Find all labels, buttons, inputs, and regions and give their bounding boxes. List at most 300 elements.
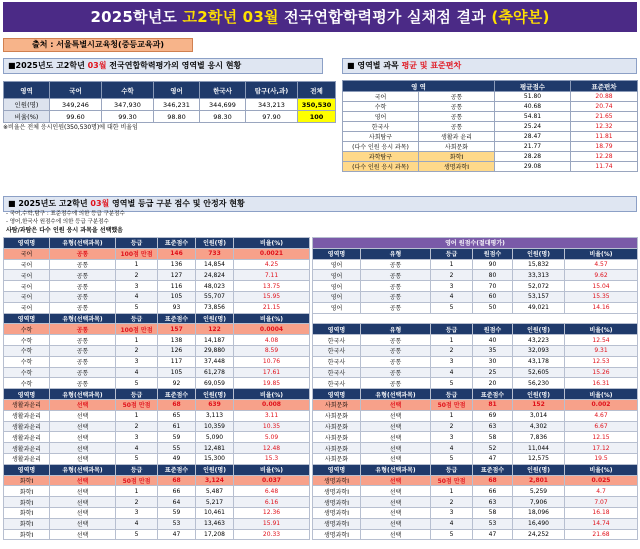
table-cell: 공통: [50, 259, 116, 270]
table-cell: 선택: [361, 421, 431, 432]
table-cell: 공통: [50, 291, 116, 302]
table-cell: 0.037: [234, 475, 310, 486]
table-cell: 25.24: [495, 122, 571, 132]
table-cell: 138: [158, 335, 196, 346]
table-cell: 81: [473, 399, 513, 410]
table-cell: 국어: [4, 270, 50, 281]
table-row: [4, 99, 336, 111]
table-cell: 55,707: [196, 291, 234, 302]
table-row: [343, 112, 638, 122]
table-cell: 1: [116, 410, 158, 421]
table-cell: 19.85: [234, 378, 310, 389]
table-cell: 68: [158, 475, 196, 486]
table-cell: 157: [158, 324, 196, 335]
header-cell: 비율(%): [234, 238, 310, 249]
table-cell: 59: [158, 432, 196, 443]
table-cell: 선택: [361, 410, 431, 421]
table-row: [313, 367, 638, 378]
table-cell: 선택: [50, 410, 116, 421]
table-cell: 52,605: [513, 367, 565, 378]
table-cell: 2: [116, 497, 158, 508]
section2-emph: 평균 및 표준편차: [401, 61, 462, 70]
table-cell: 29.08: [495, 162, 571, 172]
table-row: [4, 367, 310, 378]
header-cell: 탐구(사,과): [246, 82, 298, 99]
table-cell: 화학I: [4, 486, 50, 497]
table-row: [4, 443, 310, 454]
table-cell: 0.025: [565, 475, 638, 486]
table-cell: 공통: [361, 378, 431, 389]
header-cell: 원점수: [473, 324, 513, 335]
table-cell: 58: [473, 432, 513, 443]
table-cell: 한국사: [313, 356, 361, 367]
table-cell: 20.33: [234, 529, 310, 540]
table-cell: 선택: [50, 486, 116, 497]
table-row: [4, 497, 310, 508]
table-cell: 64: [158, 497, 196, 508]
table-cell: 선택: [361, 529, 431, 540]
header-cell: 유형(선택과목): [361, 389, 431, 400]
header-cell: 등급: [116, 389, 158, 400]
table-cell: 2: [116, 345, 158, 356]
table-cell: 1: [431, 259, 473, 270]
table-cell: 한국사: [313, 345, 361, 356]
header-cell: 비율(%): [234, 464, 310, 475]
table-cell: 3,124: [196, 475, 234, 486]
table-cell: 93: [158, 302, 196, 313]
table-cell: 한국사: [313, 378, 361, 389]
table-cell: 12,575: [513, 453, 565, 464]
table-cell: 28.28: [495, 152, 571, 162]
table-cell: 43,223: [513, 335, 565, 346]
table-cell: 0.008: [234, 399, 310, 410]
table-cell: 공통: [361, 302, 431, 313]
caption-row: [313, 238, 638, 249]
table-cell: 공통: [361, 356, 431, 367]
table-cell: 선택: [50, 421, 116, 432]
table-cell: 14,187: [196, 335, 234, 346]
table-cell: 생명과학I: [313, 486, 361, 497]
table-row: [313, 345, 638, 356]
header-cell: 영역명: [4, 389, 50, 400]
table-cell: 화학I: [4, 475, 50, 486]
table-row: [4, 507, 310, 518]
table-cell: 생명과학I: [313, 518, 361, 529]
table-cell: 15.95: [234, 291, 310, 302]
table-cell: 2,801: [513, 475, 565, 486]
header-cell: 표준점수: [158, 389, 196, 400]
header-cell: 등급: [116, 313, 158, 324]
table-cell: 사회탐구: [343, 132, 419, 142]
table-cell: (다수 인원 응시 과목): [343, 162, 419, 172]
table-cell: 4: [116, 443, 158, 454]
section1-month: 03월: [87, 61, 107, 70]
header-cell: 비율(%): [234, 313, 310, 324]
table-cell: 영어: [313, 259, 361, 270]
table-cell: 화학I: [419, 152, 495, 162]
table-cell: 100점 만점: [116, 324, 158, 335]
table-cell: 2: [116, 270, 158, 281]
table-row: [313, 518, 638, 529]
header-cell: 표준점수: [158, 313, 196, 324]
table-cell: 116: [158, 281, 196, 292]
table-cell: 선택: [361, 432, 431, 443]
table-cell: 21.65: [571, 112, 638, 122]
table-cell: 수학: [343, 102, 419, 112]
page-title: [3, 2, 637, 32]
table-cell: 14.16: [565, 302, 638, 313]
table-caption: 한국사 원점수(절대평가): [313, 313, 638, 324]
grade-notes: [6, 211, 125, 235]
table-cell: 117: [158, 356, 196, 367]
table-row: [313, 270, 638, 281]
table-cell: 공통: [361, 345, 431, 356]
table-cell: 영어: [313, 281, 361, 292]
table-cell: 국어: [4, 259, 50, 270]
table-cell: 공통: [419, 92, 495, 102]
section3-prefix: ■ 2025년도 고2학년: [8, 199, 91, 208]
table-cell: 20.74: [571, 102, 638, 112]
table-cell: 생명과학I: [313, 529, 361, 540]
table-cell: 공통: [50, 335, 116, 346]
table-cell: 화학I: [4, 497, 50, 508]
title-middle: 전국연합학력평가 실채점 결과: [278, 8, 492, 26]
table-cell: 47: [473, 453, 513, 464]
table-cell: 17,208: [196, 529, 234, 540]
table-cell: (다수 인원 응시 과목): [343, 142, 419, 152]
table-cell: 선택: [361, 453, 431, 464]
table-cell: 선택: [50, 443, 116, 454]
table-row: [343, 152, 638, 162]
table-cell: 29,880: [196, 345, 234, 356]
table-cell: 공통: [361, 270, 431, 281]
header-cell: 인원(명): [196, 389, 234, 400]
table-cell: 73,856: [196, 302, 234, 313]
header-cell: 인원(명): [513, 324, 565, 335]
participation-note: ※비율은 전체 응시인원(350,530명)에 대한 비율임: [3, 124, 138, 131]
table-cell: 생활과 윤리: [419, 132, 495, 142]
table-cell: 24,824: [196, 270, 234, 281]
table-cell: 4,302: [513, 421, 565, 432]
table-cell: 생명과학I: [419, 162, 495, 172]
table-row: [313, 475, 638, 486]
table-cell: 공통: [361, 335, 431, 346]
table-cell: 생명과학I: [313, 475, 361, 486]
table-cell: 4: [431, 367, 473, 378]
header-cell: 등급: [431, 389, 473, 400]
table-cell: 100: [298, 111, 336, 123]
table-cell: 0.0021: [234, 248, 310, 259]
table-cell: 15.04: [565, 281, 638, 292]
table-cell: 사회문화: [313, 399, 361, 410]
table-cell: 99.30: [102, 111, 154, 123]
header-cell: 영역명: [313, 324, 361, 335]
table-cell: 생활과윤리: [4, 410, 50, 421]
header-row: [4, 313, 310, 324]
header-cell: 영역명: [4, 238, 50, 249]
table-cell: 3: [431, 356, 473, 367]
table-cell: 사회문화: [313, 421, 361, 432]
table-cell: 생활과윤리: [4, 443, 50, 454]
table-row: [343, 122, 638, 132]
table-cell: 53: [158, 518, 196, 529]
table-cell: 사회문화: [313, 443, 361, 454]
table-cell: 61,278: [196, 367, 234, 378]
table-row: [4, 378, 310, 389]
table-cell: 5,217: [196, 497, 234, 508]
table-cell: 0.0004: [234, 324, 310, 335]
table-cell: 선택: [50, 399, 116, 410]
table-row: [4, 410, 310, 421]
table-caption: 영어 원점수(절대평가): [313, 238, 638, 249]
table-cell: 100점 만점: [116, 248, 158, 259]
header-cell: 유형(선택과목): [50, 313, 116, 324]
table-cell: 346,231: [154, 99, 200, 111]
table-cell: 5: [431, 529, 473, 540]
table-cell: 5,487: [196, 486, 234, 497]
table-cell: 5: [116, 302, 158, 313]
table-row: [313, 281, 638, 292]
table-cell: 25: [473, 367, 513, 378]
table-cell: 12.32: [571, 122, 638, 132]
table-cell: 생활과윤리: [4, 432, 50, 443]
table-cell: 7.07: [565, 497, 638, 508]
left-grade-table: [3, 237, 310, 540]
table-cell: 3,014: [513, 410, 565, 421]
table-cell: 2: [431, 497, 473, 508]
table-cell: 1: [116, 259, 158, 270]
header-cell: 등급: [116, 464, 158, 475]
table-cell: 8.59: [234, 345, 310, 356]
table-cell: 5: [431, 378, 473, 389]
table-cell: 63: [473, 421, 513, 432]
table-cell: 15,832: [513, 259, 565, 270]
header-cell: 등급: [116, 238, 158, 249]
table-cell: 선택: [50, 507, 116, 518]
table-cell: 1: [431, 410, 473, 421]
table-cell: 6.48: [234, 486, 310, 497]
table-cell: 21.15: [234, 302, 310, 313]
table-cell: 3: [116, 432, 158, 443]
table-cell: 350,530: [298, 99, 336, 111]
header-cell: 영역명: [313, 464, 361, 475]
table-cell: 136: [158, 259, 196, 270]
table-cell: 선택: [361, 507, 431, 518]
table-cell: 사회문화: [313, 453, 361, 464]
grade-note: - 국어,수학,탐구 : 표준점수에 의한 등급 구분점수: [6, 211, 125, 217]
section-heading-participation: [3, 58, 323, 74]
table-cell: 12.54: [565, 335, 638, 346]
table-cell: 5: [116, 453, 158, 464]
table-cell: 4: [431, 291, 473, 302]
table-row: [4, 111, 336, 123]
table-row: [4, 302, 310, 313]
table-cell: 1: [431, 335, 473, 346]
header-cell: 한국사: [200, 82, 246, 99]
table-cell: 4: [116, 518, 158, 529]
table-cell: 6.67: [565, 421, 638, 432]
table-cell: 선택: [361, 475, 431, 486]
table-cell: 수학: [4, 378, 50, 389]
table-cell: 3,113: [196, 410, 234, 421]
table-cell: 50점 만점: [116, 475, 158, 486]
section2-prefix: ■ 영역별 과목: [347, 61, 402, 70]
table-cell: 51.80: [495, 92, 571, 102]
table-row: [343, 162, 638, 172]
table-cell: 생활과윤리: [4, 399, 50, 410]
table-cell: 97.90: [246, 111, 298, 123]
table-cell: 공통: [419, 122, 495, 132]
table-cell: 공통: [50, 367, 116, 378]
table-cell: 공통: [419, 102, 495, 112]
header-row: [4, 389, 310, 400]
table-cell: 20.88: [571, 92, 638, 102]
table-cell: 35: [473, 345, 513, 356]
table-cell: 80: [473, 270, 513, 281]
table-cell: 55: [158, 443, 196, 454]
grade-note: 사탐/과탐은 다수 인원 응시 과목을 선택했음: [6, 226, 123, 234]
table-row: [4, 529, 310, 540]
table-cell: 3: [431, 432, 473, 443]
table-row: [4, 270, 310, 281]
table-cell: 선택: [50, 497, 116, 508]
table-row: [313, 259, 638, 270]
table-cell: 선택: [361, 518, 431, 529]
table-row: [343, 132, 638, 142]
table-cell: 사회문화: [313, 432, 361, 443]
table-cell: 122: [196, 324, 234, 335]
table-cell: 5: [431, 302, 473, 313]
table-row: [313, 335, 638, 346]
table-cell: 2: [431, 421, 473, 432]
table-cell: 11,044: [513, 443, 565, 454]
table-row: [4, 518, 310, 529]
table-cell: 화학I: [4, 529, 50, 540]
table-cell: 선택: [361, 443, 431, 454]
header-cell: 영역명: [4, 313, 50, 324]
header-cell: 표준점수: [473, 464, 513, 475]
table-cell: 0.002: [565, 399, 638, 410]
table-cell: 3.11: [234, 410, 310, 421]
table-cell: 공통: [361, 367, 431, 378]
table-cell: 54.81: [495, 112, 571, 122]
table-cell: 2: [431, 270, 473, 281]
table-row: [313, 302, 638, 313]
title-suffix: (축약본): [491, 8, 550, 26]
table-cell: 68: [473, 475, 513, 486]
table-cell: 17.12: [565, 443, 638, 454]
table-cell: 12.28: [571, 152, 638, 162]
table-cell: 공통: [50, 345, 116, 356]
table-cell: 선택: [50, 432, 116, 443]
table-cell: 12.48: [234, 443, 310, 454]
table-cell: 347,930: [102, 99, 154, 111]
table-cell: 선택: [361, 497, 431, 508]
table-cell: 52: [473, 443, 513, 454]
header-cell: 등급: [431, 248, 473, 259]
table-cell: 58: [473, 507, 513, 518]
table-cell: 국어: [4, 248, 50, 259]
table-cell: 50: [473, 302, 513, 313]
table-cell: 공통: [50, 356, 116, 367]
header-cell: 영역명: [4, 464, 50, 475]
table-cell: 15.3: [234, 453, 310, 464]
table-cell: 5,259: [513, 486, 565, 497]
header-cell: 영어: [154, 82, 200, 99]
table-cell: 공통: [361, 281, 431, 292]
table-cell: 선택: [361, 399, 431, 410]
table-cell: 11.74: [571, 162, 638, 172]
table-row: [4, 432, 310, 443]
header-row: [4, 464, 310, 475]
header-cell: 유형(선택과목): [50, 389, 116, 400]
table-cell: 733: [196, 248, 234, 259]
table-cell: 공통: [50, 270, 116, 281]
table-cell: 52,072: [513, 281, 565, 292]
table-cell: 21.68: [565, 529, 638, 540]
header-row: [313, 464, 638, 475]
header-cell: 인원(명): [513, 248, 565, 259]
header-cell: 영역명: [313, 389, 361, 400]
header-cell: 표준점수: [158, 464, 196, 475]
header-cell: 비율(%): [565, 464, 638, 475]
table-row: [343, 142, 638, 152]
table-cell: 5,090: [196, 432, 234, 443]
table-row: [313, 497, 638, 508]
table-cell: 15.91: [234, 518, 310, 529]
table-cell: 24,252: [513, 529, 565, 540]
header-cell: 비율(%): [565, 389, 638, 400]
participation-table: [3, 81, 336, 123]
table-row: [4, 421, 310, 432]
table-cell: 3: [431, 281, 473, 292]
table-cell: 공통: [361, 291, 431, 302]
section-heading-grades: [3, 196, 637, 212]
table-cell: 선택: [50, 475, 116, 486]
table-row: [313, 356, 638, 367]
table-cell: 10.76: [234, 356, 310, 367]
table-cell: 5: [431, 453, 473, 464]
table-cell: 화학I: [4, 507, 50, 518]
table-cell: 1: [431, 486, 473, 497]
table-cell: 66: [158, 486, 196, 497]
table-cell: 61: [158, 421, 196, 432]
table-cell: 10,461: [196, 507, 234, 518]
section1-suffix: 전국연합학력평가의 영역별 응시 현황: [106, 61, 242, 70]
table-row: [313, 507, 638, 518]
table-cell: 15.35: [565, 291, 638, 302]
table-row: [313, 443, 638, 454]
table-cell: 53,157: [513, 291, 565, 302]
table-row: [313, 486, 638, 497]
header-cell: 유형(선택과목): [50, 464, 116, 475]
header-cell: 유형: [361, 248, 431, 259]
table-cell: 4.7: [565, 486, 638, 497]
header-cell: 표준점수: [158, 238, 196, 249]
table-row: [4, 356, 310, 367]
table-cell: 수학: [4, 345, 50, 356]
header-cell: 인원(명): [196, 464, 234, 475]
table-cell: 공통: [50, 248, 116, 259]
table-cell: 영어: [313, 270, 361, 281]
table-cell: 9.31: [565, 345, 638, 356]
table-cell: 40.68: [495, 102, 571, 112]
section1-prefix: ■2025년도 고2학년: [8, 61, 88, 70]
table-cell: 영어: [343, 112, 419, 122]
table-cell: 2: [431, 345, 473, 356]
table-cell: 32,093: [513, 345, 565, 356]
table-row: [4, 345, 310, 356]
